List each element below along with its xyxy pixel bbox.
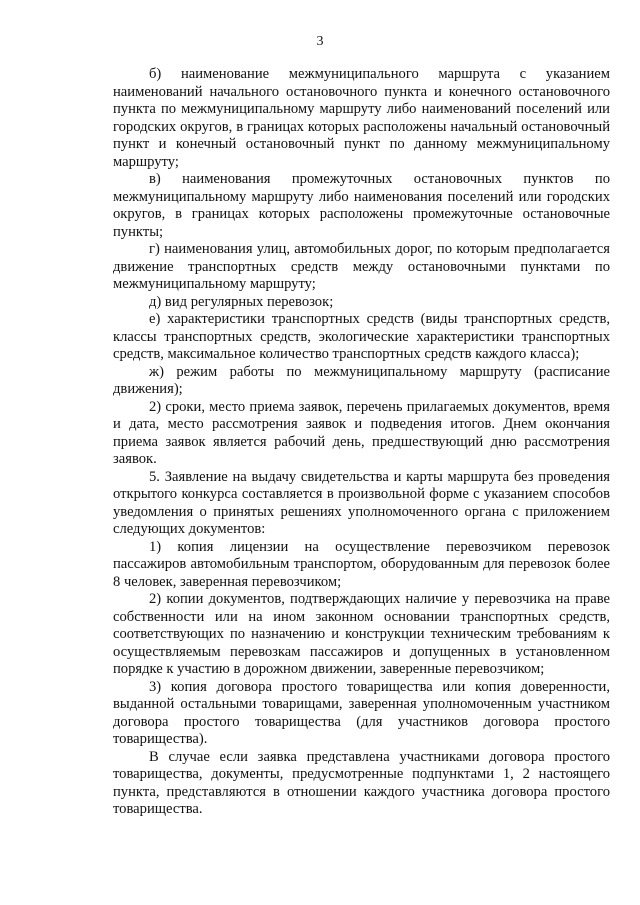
paragraph-d-transport-type: д) вид регулярных перевозок; <box>149 293 334 310</box>
paragraph-partnership-case: В случае если заявка представлена участниками договора простого товарищества, документы, предусмотренные подпунктами 1, 2 настоящего пункта, представляются в отношении каждого участника договора простого товарищества. <box>113 748 610 817</box>
paragraph-e-vehicle-characteristics: е) характеристики транспортных средств (виды транспортных средств, классы транспортных средств, экологические характеристики транспортных средств, максимальное количество транспортных средств каждого класса); <box>113 311 610 362</box>
list-item-1-license-copy: 1) копия лицензии на осуществление перевозчиком перевозок пассажиров автомобильным транспортом, оборудованным для перевозок более 8 человек, заверенная перевозчиком; <box>113 538 610 590</box>
list-item-2-ownership-documents: 2) копии документов, подтверждающих наличие у перевозчика на праве собственности или на ином законном основании транспортных средств, соответствующих по назначению и конструкции техническим требованиям к осуществляемым перевозкам пассажиров и допущенных в установленном порядке к участию в дорожном движении, заверенные перевозчиком; <box>113 591 610 677</box>
paragraph-v-intermediate-stops: в) наименования промежуточных остановочных пунктов по межмуниципальному маршруту либо наименования поселений или городских округов, в границах которых расположены промежуточные остановочные пункты; <box>113 171 610 240</box>
paragraph-2-application-terms: 2) сроки, место приема заявок, перечень прилагаемых документов, время и дата, место рассмотрения заявок и подведения итогов. Днем окончания приема заявок является рабочий день, предшествующий дню рассмотрения заявок. <box>113 398 610 467</box>
paragraph-g-streets: г) наименования улиц, автомобильных дорог, по которым предполагается движение транспортных средств между остановочными пунктами по межмуниципальному маршруту; <box>113 241 610 292</box>
page-number: 3 <box>316 34 324 49</box>
list-item-3-partnership-agreement: 3) копия договора простого товарищества или копия доверенности, выданной остальными товарищами, заверенная уполномоченным участником договора простого товарищества (для участников договора простого товарищества). <box>113 678 610 747</box>
document-body <box>113 66 610 819</box>
paragraph-b-route-name: б) наименование межмуниципального маршрута с указанием наименований начального остановочного пункта и конечного остановочного пункта по межмуниципальному маршруту либо наименований поселений или городских округов, в границах которых расположены начальный остановочный пункт и конечный остановочный пункт по данному межмуниципальному маршруту; <box>113 66 610 170</box>
paragraph-zh-schedule: ж) режим работы по межмуниципальному маршруту (расписание движения); <box>113 363 610 397</box>
paragraph-5-application-statement: 5. Заявление на выдачу свидетельства и карты маршрута без проведения открытого конкурса составляется в произвольной форме с указанием способов уведомления о принятых решениях уполномоченного органа с приложением следующих документов: <box>113 468 610 537</box>
